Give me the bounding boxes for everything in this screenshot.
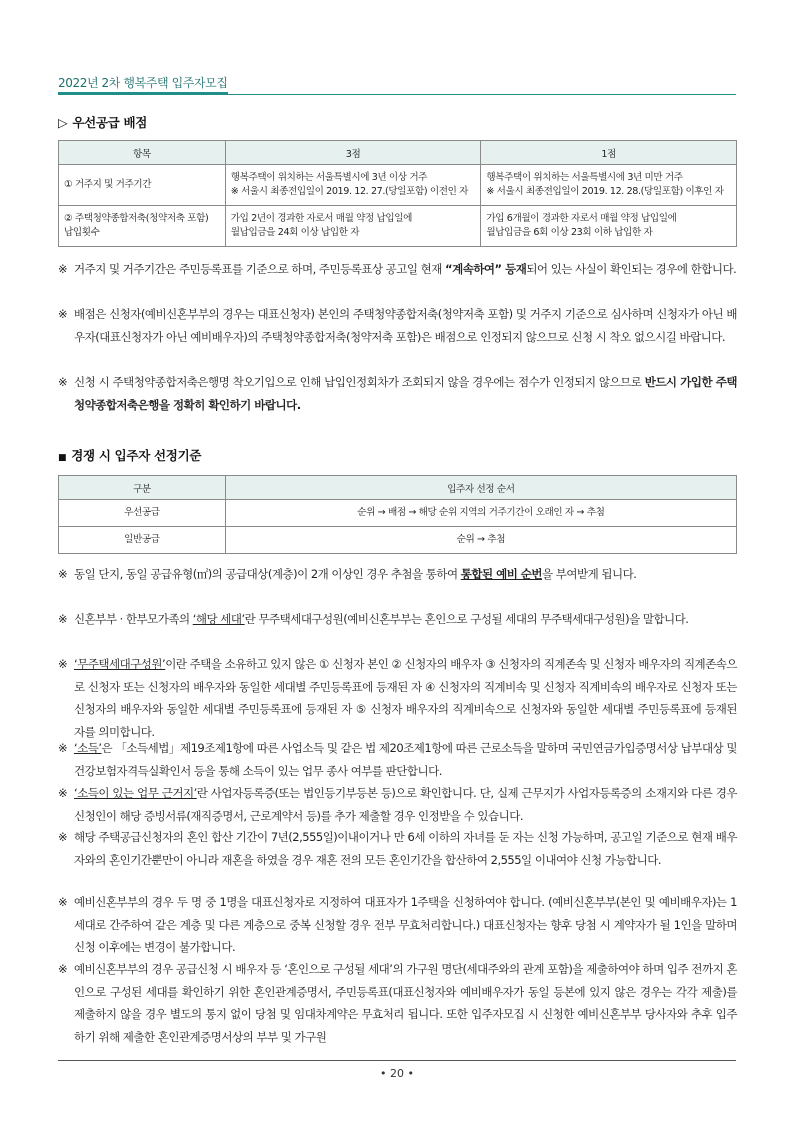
note-text: 란 사업자등록증(또는 법인등기부등본 등)으로 확인합니다. 단, 실제 근무지가 사업자등록증의 소재지와 다른 경우 신청인이 해당 증빙서류(재직증명서, 근로계약서 등)를 추가 제출할 경우 인정받을 수 있습니다. — [74, 786, 737, 823]
note-mark: ※ — [58, 375, 68, 389]
table-cell-type: 우선공급 — [59, 500, 226, 527]
note-emphasis: “계속하여” 등재 — [445, 262, 527, 276]
note-body: 예비신혼부부의 경우 두 명 중 1명을 대표신청자로 지정하여 대표자가 1주택을 신청하여야 합니다. (예비신혼부부(본인 및 예비배우자)는 1세대로 간주하여 같은 계층 및 다른 계층으로 중복 신청할 경우 전부 무효처리합니다.) 대표신청자는 향후 당첨 시 계약자가 될 1인을 말하며 신청 이후에는 변경이 불가합니다. — [74, 895, 737, 955]
definition-note-6 — [58, 891, 737, 959]
table-header-row — [59, 141, 737, 165]
note-text: 이란 주택을 소유하고 있지 않은 ① 신청자 본인 ② 신청자의 배우자 ③ 신청자의 직계존속 및 신청자 배우자의 직계존속으로 신청자 또는 신청자의 배우자와 동일한 세대별 주민등록표에 등재된 자 ④ 신청자의 직계비속 및 신청자 직계비속의 배우자로 신청자 또는 신청자의 배우자와 동일한 세대별 주민등록표에 등재된 자 ⑤ 신청자 배우자의 직계비속으로 신청자와 동일한 세대별 주민등록표에 등재된 자를 의미합니다. — [74, 657, 737, 739]
definition-note-4 — [58, 782, 737, 827]
table-cell-3pt — [225, 206, 481, 247]
note-mark: ※ — [58, 895, 68, 909]
column-header: 입주자 선정 순서 — [225, 476, 736, 500]
column-header: 항목 — [59, 141, 226, 165]
priority-note-2 — [58, 303, 737, 348]
note-mark: ※ — [58, 657, 68, 671]
note-text: 동일 단지, 동일 공급유형(㎡)의 공급대상(계층)이 2개 이상인 경우 추첨을 통하여 — [74, 567, 461, 581]
note-text: 거주지 및 거주기간은 주민등록표를 기준으로 하며, 주민등록표상 공고일 현재 — [74, 262, 446, 276]
table-cell-order: 순위 → 추첨 — [225, 527, 736, 554]
table-cell-item: ① 거주지 및 거주기간 — [59, 165, 226, 206]
table-row — [59, 527, 737, 554]
table-cell-3pt — [225, 165, 481, 206]
note-text: 신혼부부 · 한부모가족의 — [74, 612, 193, 626]
selection-criteria-heading — [58, 446, 201, 464]
cell-line: 월납입금을 6회 이상 23회 이하 납입한 자 — [486, 227, 653, 238]
cell-line: 가입 6개월이 경과한 자로서 매월 약정 납입일에 — [486, 213, 677, 224]
table-cell-1pt — [481, 165, 737, 206]
note-text: 신청 시 주택청약종합저축은행명 착오기입으로 인해 납입인정회차가 조회되지 않을 경우에는 점수가 인정되지 않으므로 — [74, 375, 645, 389]
note-emphasis: 통합된 예비 순번 — [460, 567, 543, 581]
definition-note-2 — [58, 653, 737, 743]
priority-note-1 — [58, 258, 737, 281]
note-mark: ※ — [58, 262, 68, 276]
note-body: 배점은 신청자(예비신혼부부의 경우는 대표신청자) 본인의 주택청약종합저축(청약저축 포함) 및 거주지 기준으로 심사하며 신청자가 아닌 배우자(대표신청자가 아닌 예비배우자)의 주택청약종합저축(청약저축 포함)은 배점으로 인정되지 않으므로 신청 시 착오 없으시길 바랍니다. — [74, 307, 737, 344]
note-body — [74, 608, 737, 631]
definition-note-3 — [58, 737, 737, 782]
document-header-title: 2022년 2차 행복주택 입주자모집 — [58, 76, 228, 90]
note-mark: ※ — [58, 741, 68, 755]
priority-score-heading — [58, 113, 147, 131]
note-body — [74, 371, 737, 416]
selection-criteria-table — [58, 475, 737, 554]
footer-divider — [58, 1060, 736, 1061]
selection-note — [58, 563, 737, 586]
table-cell-1pt — [481, 206, 737, 247]
priority-note-3 — [58, 371, 737, 416]
cell-line: 월납입금을 24회 이상 납입한 자 — [230, 227, 360, 238]
square-bullet-icon: ■ — [58, 453, 67, 463]
note-mark: ※ — [58, 307, 68, 321]
header-accent-bar — [58, 92, 228, 95]
cell-line: 납입횟수 — [64, 227, 100, 238]
column-header: 1점 — [481, 141, 737, 165]
note-mark: ※ — [58, 962, 68, 976]
triangle-icon: ▷ — [58, 115, 68, 130]
selection-criteria-heading-text: 경쟁 시 입주자 선정기준 — [71, 448, 202, 463]
note-mark: ※ — [58, 567, 68, 581]
note-body: 해당 주택공급신청자의 혼인 합산 기간이 7년(2,555일)이내이거나 만 6세 이하의 자녀를 둔 자는 신청 가능하며, 공고일 기준으로 현재 배우자와의 혼인기간뿐만이 아니라 재혼을 하였을 경우 재혼 전의 모든 혼인기간을 합산하여 2,555일 이내여야 신청 가능합니다. — [74, 830, 737, 867]
note-mark: ※ — [58, 786, 68, 800]
defined-term: ‘소득이 있는 업무 근거지’ — [74, 786, 197, 800]
note-mark: ※ — [58, 612, 68, 626]
note-text: 을 부여받게 됩니다. — [542, 567, 637, 581]
table-row — [59, 165, 737, 206]
note-body — [74, 563, 737, 586]
cell-line: 가입 2년이 경과한 자로서 매월 약정 납입일에 — [230, 213, 412, 224]
cell-line: ※ 서울시 최종전입일이 2019. 12. 27.(당일포함) 이전인 자 — [230, 186, 468, 197]
table-header-row — [59, 476, 737, 500]
cell-line: ※ 서울시 최종전입일이 2019. 12. 28.(당일포함) 이후인 자 — [486, 186, 724, 197]
cell-line: ② 주택청약종합저축(청약저축 포함) — [64, 213, 209, 224]
column-header: 3점 — [225, 141, 481, 165]
priority-score-heading-text: 우선공급 배점 — [72, 115, 148, 130]
note-body — [74, 258, 737, 281]
table-row — [59, 206, 737, 247]
note-body — [74, 782, 737, 827]
cell-line: 행복주택이 위치하는 서울특별시에 3년 미만 거주 — [486, 172, 683, 183]
note-emphasis: 반드시 가입한 주택청약종합저축은행을 정확히 확인하기 바랍니다. — [74, 375, 737, 412]
table-cell-order: 순위 → 배점 → 해당 순위 지역의 거주기간이 오래인 자 → 추첨 — [225, 500, 736, 527]
note-text: 되어 있는 사실이 확인되는 경우에 한합니다. — [526, 262, 737, 276]
definition-note-7 — [58, 958, 737, 1048]
cell-line: 행복주택이 위치하는 서울특별시에 3년 이상 거주 — [230, 172, 428, 183]
defined-term: ‘무주택세대구성원’ — [74, 657, 166, 671]
priority-score-table — [58, 140, 737, 247]
page-number: • 20 • — [380, 1067, 414, 1080]
definition-note-1 — [58, 608, 737, 631]
note-text: 란 무주택세대구성원(예비신혼부부는 혼인으로 구성될 세대의 무주택세대구성원)을 말합니다. — [244, 612, 689, 626]
defined-term: ‘해당 세대’ — [192, 612, 245, 626]
column-header: 구분 — [59, 476, 226, 500]
defined-term: ‘소득’ — [74, 741, 102, 755]
note-body — [74, 737, 737, 782]
note-text: 은 「소득세법」제19조제1항에 따른 사업소득 및 같은 법 제20조제1항에 따른 근로소득을 말하며 국민연금가입증명서상 납부대상 및 건강보험자격득실확인서 등을 통해 소득이 있는 업무 종사 여부를 판단합니다. — [74, 741, 737, 778]
note-body — [74, 653, 737, 743]
table-row — [59, 500, 737, 527]
note-mark: ※ — [58, 830, 68, 844]
note-body: 예비신혼부부의 경우 공급신청 시 배우자 등 ‘혼인으로 구성될 세대’의 가구원 명단(세대주와의 관계 포함)을 제출하여야 하며 입주 전까지 혼인으로 구성된 세대를 확인하기 위한 혼인관계증명서, 주민등록표(대표신청자와 예비배우자가 동일 등본에 있지 않은 경우는 각각 제출)를 제출하지 않을 경우 별도의 통지 없이 당첨 및 임대차계약은 무효처리 됩니다. 또한 입주자모집 시 신청한 예비신혼부부 당사자와 추후 입주하기 위해 제출한 혼인관계증명서상의 부부 및 가구원 — [74, 962, 737, 1044]
definition-note-5 — [58, 826, 737, 871]
table-cell-type: 일반공급 — [59, 527, 226, 554]
table-cell-item — [59, 206, 226, 247]
